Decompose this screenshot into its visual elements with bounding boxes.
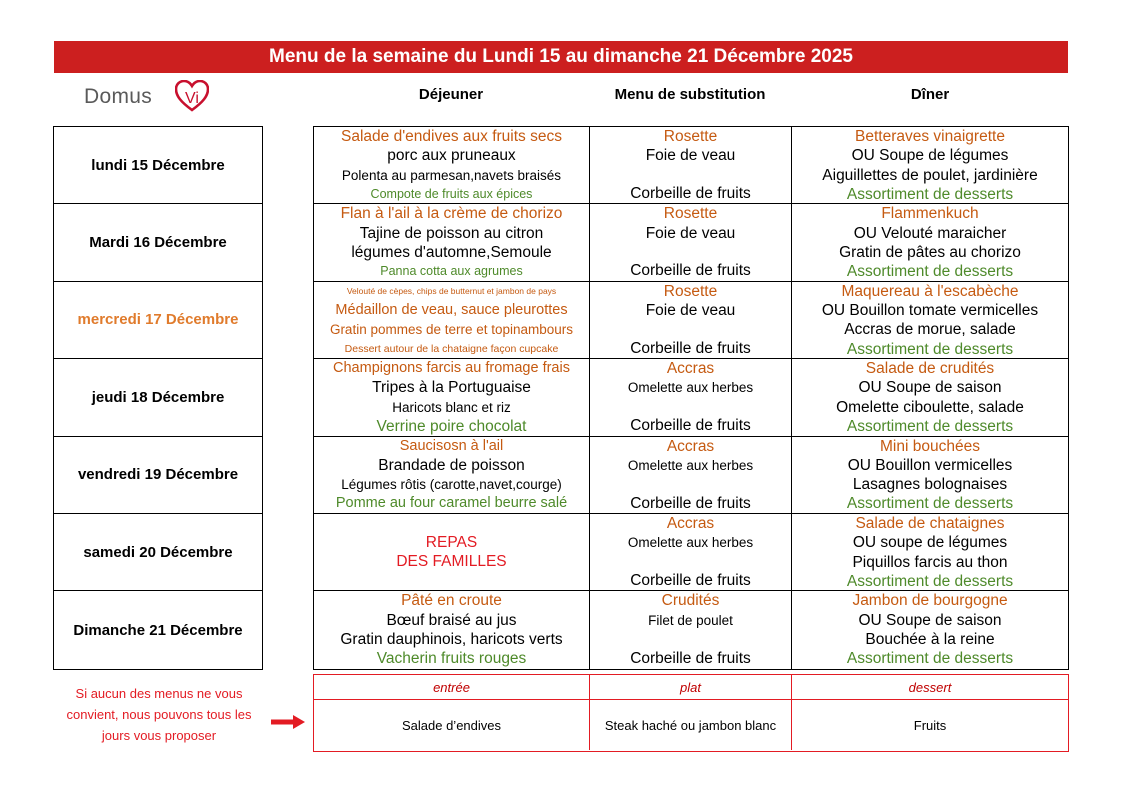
subst-entree: Rosette: [663, 205, 718, 223]
day-label: jeudi 18 Décembre: [54, 359, 262, 436]
subst-plat: Omelette aux herbes: [627, 380, 754, 396]
subst-plat: Omelette aux herbes: [627, 457, 754, 473]
diner-entree: Betteraves vinaigrette: [855, 128, 1005, 145]
menu-garniture: légumes d'automne,Semoule: [351, 243, 552, 261]
logo-text: Domus: [84, 85, 153, 108]
subst-plat: Foie de veau: [645, 224, 736, 242]
alternative-header-entree: entrée: [314, 675, 590, 699]
diner-cell: [792, 127, 1068, 203]
alternative-values-row: [314, 700, 1068, 750]
day-label: Mardi 16 Décembre: [54, 204, 262, 281]
menu-entree: Flan à l'ail à la crème de chorizo: [340, 205, 563, 223]
subst-empty: [590, 243, 791, 262]
subst-entree: Accras: [666, 360, 715, 378]
diner-cell: [792, 282, 1068, 358]
diner-soupe: OU Soupe de légumes: [851, 147, 1009, 165]
diner-plat: Omelette ciboulette, salade: [836, 398, 1024, 416]
diner-entree: Flammenkuch: [881, 205, 979, 223]
menu-garniture: Gratin pommes de terre et topinambours: [329, 322, 574, 338]
repas-familles-line1: REPAS: [425, 533, 478, 551]
menu-garniture: Gratin dauphinois, haricots verts: [340, 630, 563, 648]
menu-dessert: Dessert autour de la chataigne façon cupcake: [344, 342, 559, 355]
dejeuner-cell: [314, 359, 590, 435]
menu-dessert: Panna cotta aux agrumes: [380, 264, 523, 279]
domusvi-logo: [84, 80, 219, 114]
substitution-cell: [590, 204, 792, 280]
header-dejeuner: Déjeuner: [418, 86, 484, 103]
subst-dessert: Corbeille de fruits: [630, 417, 751, 435]
subst-plat: Foie de veau: [645, 302, 736, 320]
diner-entree: Salade de chataignes: [855, 514, 1005, 532]
menu-plat: Bœuf braisé au jus: [386, 611, 517, 629]
menu-plat: Tajine de poisson au citron: [359, 224, 544, 242]
diner-plat: Lasagnes bolognaises: [852, 476, 1008, 494]
menu-entree: Salade d'endives aux fruits secs: [341, 128, 562, 145]
subst-empty: [590, 166, 791, 185]
subst-dessert: Corbeille de fruits: [630, 572, 751, 590]
subst-dessert: Corbeille de fruits: [630, 494, 751, 512]
subst-entree: Rosette: [663, 128, 718, 145]
subst-empty: [590, 398, 791, 417]
diner-soupe: OU Bouillon tomate vermicelles: [821, 302, 1039, 320]
diner-soupe: OU Velouté maraicher: [853, 224, 1007, 242]
diner-soupe: OU Soupe de saison: [858, 611, 1002, 629]
substitution-cell: [590, 591, 792, 668]
repas-familles-line2: DES FAMILLES: [396, 553, 507, 571]
diner-dessert: Assortiment de desserts: [846, 185, 1014, 203]
alternative-header-dessert: dessert: [908, 679, 952, 695]
substitution-cell: [590, 359, 792, 435]
subst-empty: [590, 630, 791, 649]
subst-dessert: Corbeille de fruits: [630, 262, 751, 280]
subst-dessert: Corbeille de fruits: [630, 185, 751, 203]
dejeuner-cell: [314, 437, 590, 513]
table-row: [314, 514, 1068, 591]
alternative-note: Si aucun des menus ne vous convient, nous pouvons tous les jours vous proposer: [66, 686, 252, 743]
diner-soupe: OU Soupe de saison: [858, 379, 1002, 397]
diner-entree: Maquereau à l'escabèche: [841, 282, 1019, 300]
menu-table: [313, 126, 1069, 670]
logo-mark: Vi: [185, 90, 199, 107]
diner-dessert: Assortiment de desserts: [846, 572, 1014, 590]
diner-soupe: OU Bouillon vermicelles: [847, 456, 1013, 474]
menu-entree: Saucisosn à l'ail: [399, 437, 504, 454]
diner-dessert: Assortiment de desserts: [846, 495, 1014, 513]
diner-dessert: Assortiment de desserts: [846, 340, 1014, 358]
substitution-cell: [590, 282, 792, 358]
dejeuner-cell: [314, 282, 590, 358]
menu-dessert: Vacherin fruits rouges: [376, 650, 527, 668]
menu-entree: Velouté de cèpes, chips de butternut et jambon de pays: [346, 285, 557, 296]
menu-garniture: Polenta au parmesan,navets braisés: [341, 167, 562, 183]
subst-dessert: Corbeille de fruits: [630, 650, 751, 668]
menu-dessert: Verrine poire chocolat: [376, 418, 527, 436]
header-diner: Dîner: [910, 86, 950, 103]
subst-empty: [590, 475, 791, 494]
diner-dessert: Assortiment de desserts: [846, 650, 1014, 668]
alternative-entree: Salade d’endives: [314, 700, 590, 750]
menu-entree: Champignons farcis au fromage frais: [333, 360, 570, 377]
menu-plat: Médaillon de veau, sauce pleurottes: [335, 302, 568, 319]
diner-cell: [792, 204, 1068, 280]
diner-plat: Gratin de pâtes au chorizo: [839, 243, 1021, 261]
subst-plat: Filet de poulet: [648, 612, 733, 628]
substitution-cell: [590, 127, 792, 203]
diner-cell: [792, 437, 1068, 513]
table-row: [314, 204, 1068, 281]
diner-entree: Jambon de bourgogne: [852, 592, 1008, 610]
header-substitution: Menu de substitution: [614, 86, 766, 103]
dejeuner-cell: [314, 514, 590, 590]
day-label: vendredi 19 Décembre: [54, 437, 262, 514]
alternative-plat: Steak haché ou jambon blanc: [590, 700, 792, 750]
menu-entree: Pâté en croute: [401, 592, 502, 610]
substitution-cell: [590, 514, 792, 590]
diner-plat: Piquillos farcis au thon: [852, 553, 1008, 571]
menu-dessert: Compote de fruits aux épices: [370, 186, 533, 201]
diner-plat: Accras de morue, salade: [844, 321, 1016, 339]
alternative-header-plat: plat: [590, 675, 792, 699]
menu-plat: Brandade de poisson: [378, 456, 525, 474]
diner-plat: Aiguillettes de poulet, jardinière: [822, 166, 1038, 184]
subst-entree: Crudités: [661, 592, 720, 610]
diner-cell: [792, 359, 1068, 435]
table-row: [314, 359, 1068, 436]
subst-plat: Omelette aux herbes: [627, 535, 754, 551]
menu-plat: porc aux pruneaux: [387, 147, 516, 165]
subst-plat: Foie de veau: [645, 147, 736, 165]
diner-cell: [792, 591, 1068, 668]
diner-soupe: OU soupe de légumes: [852, 534, 1008, 552]
alternative-header-row: [314, 675, 1068, 700]
arrow-right-icon: [271, 715, 305, 729]
dejeuner-cell: [314, 591, 590, 668]
menu-plat: Tripes à la Portuguaise: [372, 379, 531, 397]
table-row: [314, 591, 1068, 668]
day-label: Dimanche 21 Décembre: [73, 621, 243, 639]
day-label: mercredi 17 Décembre: [54, 282, 262, 359]
subst-entree: Accras: [666, 514, 715, 532]
diner-plat: Bouchée à la reine: [865, 630, 995, 648]
day-label: samedi 20 Décembre: [54, 514, 262, 591]
subst-empty: [590, 553, 791, 572]
page-title: Menu de la semaine du Lundi 15 au dimanche 21 Décembre 2025: [54, 41, 1068, 73]
heart-logo-icon: [175, 80, 209, 112]
days-column: [53, 126, 263, 670]
diner-cell: [792, 514, 1068, 590]
table-row: [314, 437, 1068, 514]
diner-dessert: Assortiment de desserts: [846, 418, 1014, 436]
subst-entree: Accras: [666, 437, 715, 455]
subst-empty: [590, 320, 791, 339]
diner-entree: Salade de crudités: [865, 360, 995, 378]
alternative-menu-table: [313, 674, 1069, 752]
table-row: [314, 282, 1068, 359]
table-row: [314, 127, 1068, 204]
menu-dessert: Pomme au four caramel beurre salé: [335, 495, 568, 512]
dejeuner-cell: [314, 127, 590, 203]
menu-garniture: Haricots blanc et riz: [392, 399, 511, 415]
alternative-dessert: Fruits: [913, 717, 947, 733]
diner-dessert: Assortiment de desserts: [846, 263, 1014, 281]
menu-garniture: Légumes rôtis (carotte,navet,courge): [341, 477, 562, 493]
substitution-cell: [590, 437, 792, 513]
subst-dessert: Corbeille de fruits: [630, 339, 751, 357]
dejeuner-cell: [314, 204, 590, 280]
day-label: lundi 15 Décembre: [54, 127, 262, 204]
subst-entree: Rosette: [663, 282, 718, 300]
diner-entree: Mini bouchées: [880, 437, 980, 455]
